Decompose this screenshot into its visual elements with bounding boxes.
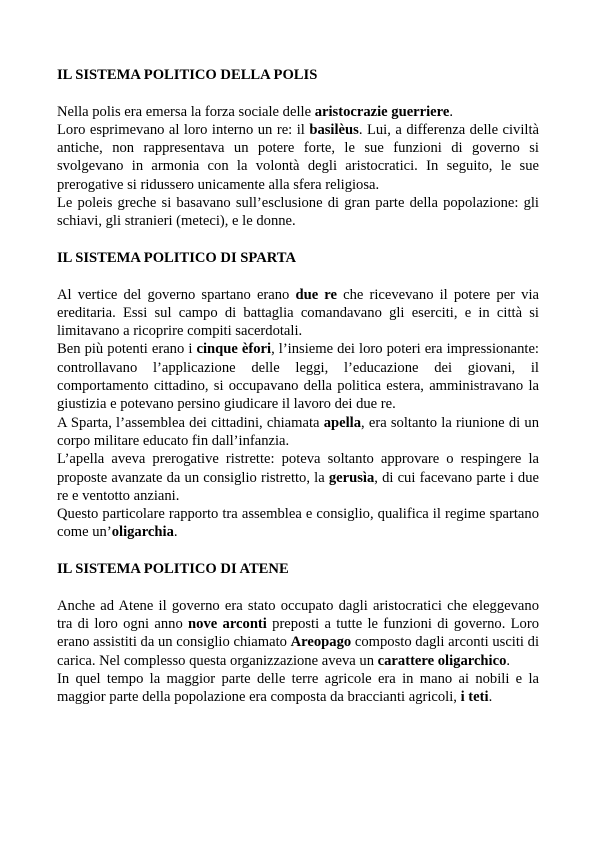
section-spacer — [57, 231, 539, 249]
paragraph — [57, 414, 539, 451]
text-run: Le poleis greche si basavano sull’esclusione di gran parte della popolazione: gli schiavi, gli stranieri (meteci), e le donne. — [57, 195, 539, 230]
paragraph — [57, 450, 539, 505]
section-1 — [57, 66, 539, 231]
paragraph — [57, 103, 539, 121]
text-run: A Sparta, l’assemblea dei cittadini, chiamata — [57, 414, 324, 431]
text-run: Anche ad Atene il governo era stato occupato dagli aristocratici che eleggevano tra di loro ogni anno — [57, 597, 539, 632]
bold-term: Areopago — [290, 634, 352, 651]
text-run: . — [449, 103, 454, 120]
heading-spacer — [57, 578, 539, 596]
text-run: . — [488, 689, 493, 706]
text-run: composto dagli arconti usciti di carica. Nel complesso questa organizzazione aveva un — [57, 634, 539, 669]
heading-spacer — [57, 84, 539, 102]
document-body — [57, 66, 539, 706]
section-heading: IL SISTEMA POLITICO DI ATENE — [57, 561, 289, 578]
bold-term: aristocrazie guerriere — [314, 103, 450, 120]
bold-term: apella — [323, 414, 362, 431]
bold-term: oligarchia — [111, 524, 174, 541]
bold-term: cinque èfori — [196, 341, 272, 358]
text-run: preposti a tutte le funzioni di governo. Loro erano assistiti da un consiglio chiamato — [57, 615, 540, 651]
text-run: . — [506, 652, 511, 669]
section-heading: IL SISTEMA POLITICO DELLA POLIS — [57, 67, 318, 83]
text-run: che ricevevano il potere per via ereditaria. Essi sul campo di battaglia comandavano gli eserciti, e in città si limitavano a ricoprire compiti sacerdotali. — [57, 286, 539, 340]
paragraph — [57, 286, 539, 341]
text-run: Loro esprimevano al loro interno un re: il — [57, 121, 310, 138]
paragraph — [57, 194, 539, 231]
text-run: . — [173, 524, 178, 541]
section-3 — [57, 542, 539, 707]
bold-term: due re — [295, 286, 337, 303]
section-2 — [57, 231, 539, 542]
text-run: , di cui facevano parte i due re e ventotto anziani. — [57, 469, 539, 504]
text-run: Ben più potenti erano i — [57, 341, 197, 358]
text-run: . Lui, a differenza delle civiltà antiche, non rappresentava un potere forte, le sue funzioni di governo si svolgevano in armonia con la volontà degli aristocratici. In seguito, le sue prerogative si ridussero unicamente alla sfera religiosa. — [57, 121, 540, 193]
paragraph — [57, 597, 539, 670]
text-run: Questo particolare rapporto tra assemblea e consiglio, qualifica il regime spartano come un’ — [57, 506, 539, 541]
text-run: In quel tempo la maggior parte delle terre agricole era in mano ai nobili e la maggior parte della popolazione era composta da braccianti agricoli, — [57, 670, 539, 706]
paragraph — [57, 121, 539, 194]
paragraph — [57, 505, 539, 542]
text-run: , l’insieme dei loro poteri era impressionante: controllavano l’applicazione delle leggi, l’educazione dei giovani, il comportamento cittadino, si occupavano della politica estera, amministravano la giustizia e potevano persino giudicare il lavoro dei due re. — [57, 341, 539, 413]
text-run: L’apella aveva prerogative ristrette: poteva soltanto approvare o respingere la proposte avanzate da un consiglio ristretto, la — [57, 451, 539, 486]
paragraph — [57, 340, 539, 413]
text-run: , era soltanto la riunione di un corpo militare educato fin dall’infanzia. — [57, 414, 539, 449]
section-spacer — [57, 542, 539, 560]
bold-term: nove arconti — [188, 615, 267, 632]
section-heading: IL SISTEMA POLITICO DI SPARTA — [57, 249, 296, 266]
text-run: Nella polis era emersa la forza sociale delle — [57, 103, 315, 120]
paragraph — [57, 670, 539, 707]
bold-term: basilèus — [309, 121, 359, 138]
text-run: Al vertice del governo spartano erano — [57, 286, 296, 303]
heading-spacer — [57, 267, 539, 285]
bold-term: gerusìa — [328, 469, 375, 486]
bold-term: i teti — [460, 689, 489, 706]
bold-term: carattere oligarchico — [377, 652, 507, 669]
